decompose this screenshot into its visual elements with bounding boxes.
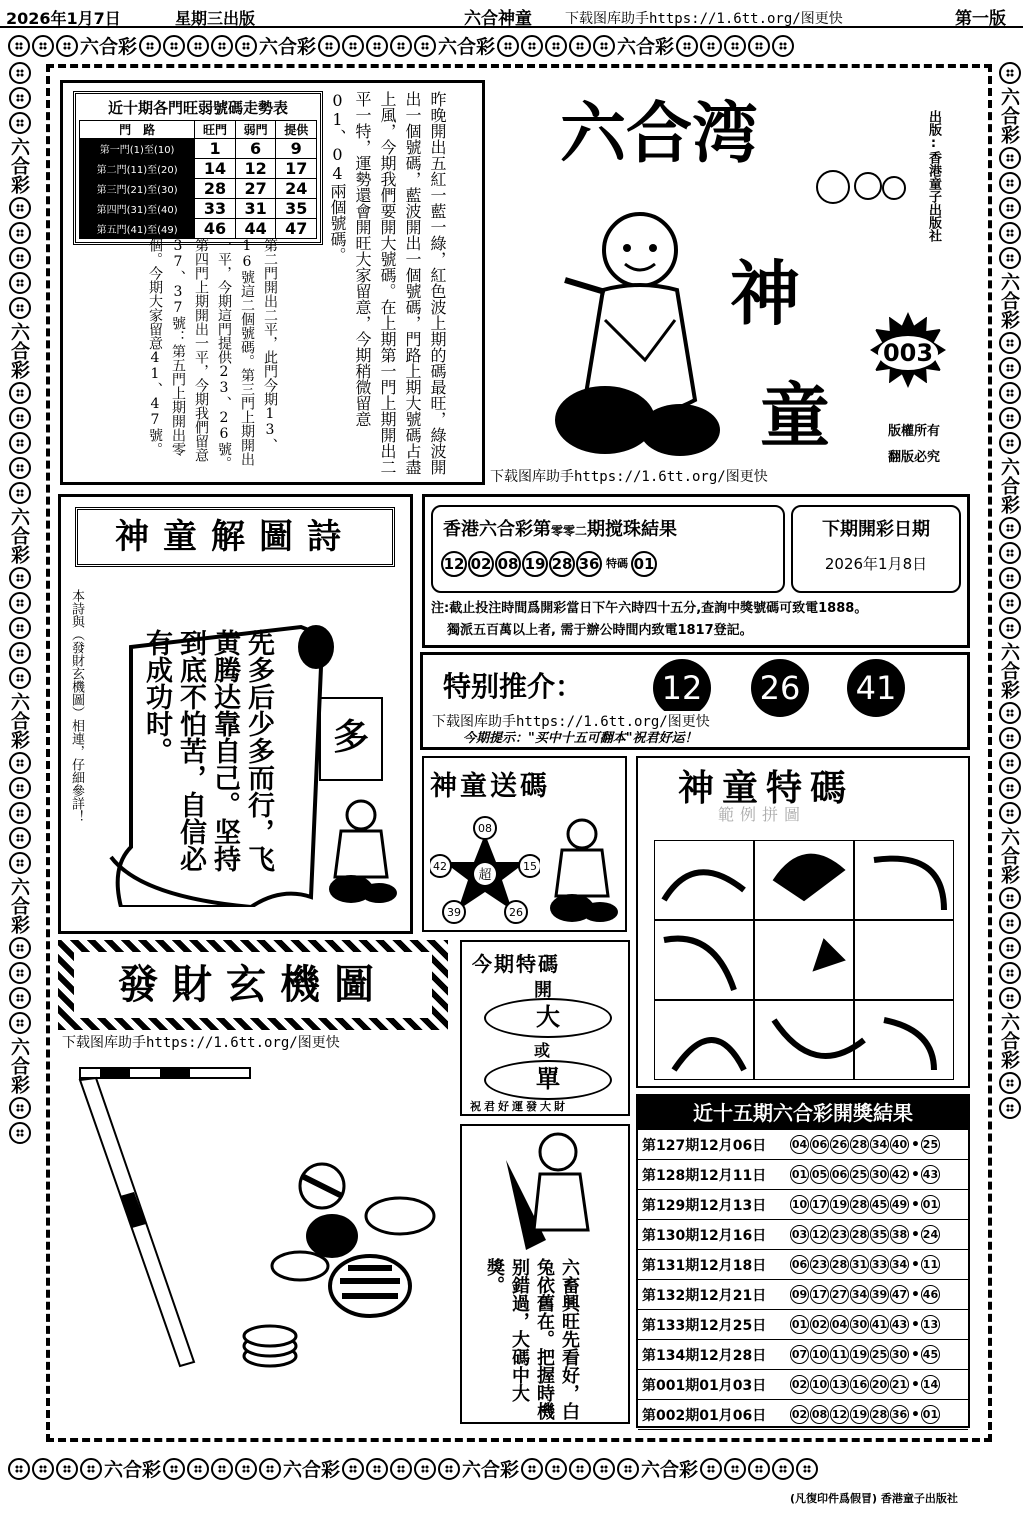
result-ball: 34 (890, 1255, 909, 1274)
result-ball: 28 (870, 1405, 889, 1424)
bee-illustration (272, 1164, 434, 1316)
dice-icon (187, 35, 209, 57)
result-ball: 47 (890, 1285, 909, 1304)
dice-icon (569, 35, 591, 57)
result-title: 香港六合彩第零零二期搅珠結果 (443, 519, 678, 540)
table-row (638, 1130, 968, 1160)
bottom-border (8, 1455, 818, 1482)
result-ball: 28 (850, 1135, 869, 1154)
dice-icon (545, 1458, 567, 1480)
result-ball: 02 (810, 1315, 829, 1334)
this-issue-or: 或 (534, 1041, 551, 1060)
result-ball: 35 (870, 1225, 889, 1244)
footer-note: (凡復印件爲假冒) 香港童子出版社 (790, 1492, 958, 1505)
puzzle-grid (654, 840, 954, 1080)
send-number: 15 (523, 860, 537, 873)
result-ball: 28 (850, 1225, 869, 1244)
dice-icon (259, 1458, 281, 1480)
result-ball: 10 (790, 1195, 809, 1214)
draw-label: 第002期01月06日 (642, 1407, 767, 1424)
dice-icon (748, 35, 770, 57)
draw-label: 第130期12月16日 (642, 1227, 767, 1244)
separator-dot: • (911, 1346, 920, 1363)
header-paper-name: 六合神童 (464, 9, 532, 29)
border-label: 六合彩 (462, 1459, 520, 1481)
result-ball: 06 (810, 1135, 829, 1154)
dice-icon (163, 1458, 185, 1480)
result-ball: 23 (830, 1225, 849, 1244)
dice-icon (366, 1458, 388, 1480)
result-ball: 19 (850, 1345, 869, 1364)
dice-icon (438, 1458, 460, 1480)
result-ball: 49 (890, 1195, 909, 1214)
watermark: 下载图库助手https://1.6tt.org/图更快 (565, 11, 843, 27)
table-row (638, 1400, 968, 1430)
result-ball: 30 (870, 1165, 889, 1184)
boy-illustration (496, 1130, 606, 1256)
dice-icon (318, 35, 340, 57)
result-ball: 19 (850, 1405, 869, 1424)
bubble (854, 172, 882, 200)
rights-1: 版權所有 (888, 424, 941, 439)
boy-illustration (321, 797, 401, 907)
special-code-box (636, 756, 970, 1088)
special-ball: 45 (921, 1345, 940, 1364)
dice-icon (187, 1458, 209, 1480)
left-border: 六合彩 六合彩 六合彩 六合彩 六合彩 六合彩 (6, 62, 33, 1144)
dice-icon (796, 1458, 818, 1480)
dice-icon (32, 1458, 54, 1480)
verse-box (460, 1124, 630, 1424)
this-issue-foot: 祝君好運發大財 (470, 1100, 568, 1113)
separator-dot: • (911, 1256, 920, 1273)
recommend-ball: 26 (751, 659, 809, 717)
coin-stack-icon (244, 1326, 296, 1366)
dice-icon (521, 1458, 543, 1480)
separator-dot: • (911, 1226, 920, 1243)
dice-icon (8, 1458, 30, 1480)
table-row (638, 1220, 968, 1250)
dice-icon (342, 35, 364, 57)
table-row: 第四門(31)至(40) 33 31 35 (80, 199, 317, 219)
result-ball: 27 (830, 1285, 849, 1304)
dice-icon (676, 35, 698, 57)
recommend-tip: 今期提示："买中十五可翻本"祝君好运！ (463, 731, 698, 746)
watermark: 下载图库助手https://1.6tt.org/图更快 (432, 711, 710, 731)
send-box (422, 756, 627, 932)
result-ball: 45 (870, 1195, 889, 1214)
result-ball: 40 (890, 1135, 909, 1154)
dice-icon (748, 1458, 770, 1480)
rights-2: 翻版必究 (888, 450, 941, 465)
dice-icon (724, 35, 746, 57)
special-ball: 14 (921, 1375, 940, 1394)
result-ball: 16 (850, 1375, 869, 1394)
dice-icon (211, 35, 233, 57)
top-border (8, 32, 794, 59)
poem-lines: 先多后少多而行，飞黄腾达靠自己。坚持到底不怕苦，自信必有成功时。 (141, 629, 274, 872)
dice-icon (366, 35, 388, 57)
table-row (638, 1250, 968, 1280)
dice-icon (414, 35, 436, 57)
draw-label: 第128期12月11日 (642, 1167, 767, 1184)
analysis-box (60, 80, 485, 485)
special-label: 特碼 (606, 557, 628, 570)
recent-results-box (636, 1094, 970, 1428)
recommend-ball: 41 (847, 659, 905, 717)
draw-label: 第133期12月25日 (642, 1317, 767, 1334)
result-ball: 31 (850, 1255, 869, 1274)
result-ball: 01 (790, 1315, 809, 1334)
table-row: 第一門(1)至(10) 1 6 9 (80, 139, 317, 159)
dice-icon (700, 1458, 722, 1480)
border-label: 六合彩 (438, 36, 496, 58)
result-ball: 21 (890, 1375, 909, 1394)
dice-icon (342, 1458, 364, 1480)
special-ball: 13 (921, 1315, 940, 1334)
result-ball: 23 (810, 1255, 829, 1274)
border-label: 六合彩 (283, 1459, 341, 1481)
result-ball: 05 (810, 1165, 829, 1184)
separator-dot: • (911, 1406, 920, 1423)
result-balls (441, 551, 658, 577)
publisher: 出版:香港童子出版社 (926, 110, 941, 242)
table-row: 第三門(21)至(30) 28 27 24 (80, 179, 317, 199)
separator-dot: • (911, 1166, 920, 1183)
dice-icon (390, 35, 412, 57)
result-ball: 13 (830, 1375, 849, 1394)
table-row (638, 1340, 968, 1370)
border-label: 六合彩 (104, 1459, 162, 1481)
border-label: 六合彩 (80, 36, 138, 58)
send-number: 42 (433, 860, 447, 873)
this-issue-box (460, 940, 630, 1116)
table-row (638, 1310, 968, 1340)
dice-icon (593, 1458, 615, 1480)
result-ball: 41 (870, 1315, 889, 1334)
ball: 28 (549, 551, 575, 577)
recommend-ball: 12 (653, 659, 711, 717)
dice-icon (772, 1458, 794, 1480)
special-ball: 24 (921, 1225, 940, 1244)
ball: 08 (495, 551, 521, 577)
dice-icon (56, 35, 78, 57)
ball: 36 (576, 551, 602, 577)
result-ball: 43 (890, 1315, 909, 1334)
result-ball: 12 (810, 1225, 829, 1244)
dice-icon (545, 35, 567, 57)
special-code-subtitle: 範例拼圖 (718, 805, 807, 824)
result-ball: 34 (850, 1285, 869, 1304)
send-number: 08 (478, 822, 492, 835)
result-ball: 36 (890, 1405, 909, 1424)
next-draw-panel (791, 505, 961, 593)
masthead-title: 六合湾 (560, 94, 758, 172)
result-ball: 09 (790, 1285, 809, 1304)
draw-label: 第131期12月18日 (642, 1257, 767, 1274)
result-ball: 33 (870, 1255, 889, 1274)
border-label: 六合彩 (641, 1459, 699, 1481)
result-ball: 10 (810, 1345, 829, 1364)
border-label: 六合彩 (259, 36, 317, 58)
dice-icon (569, 1458, 591, 1480)
result-ball: 17 (810, 1195, 829, 1214)
send-center: 超 (478, 868, 492, 883)
draw-label: 第129期12月13日 (642, 1197, 767, 1214)
result-ball: 04 (830, 1315, 849, 1334)
result-ball: 06 (790, 1255, 809, 1274)
special-ball: 11 (921, 1255, 940, 1274)
this-issue-title: 今期特碼 (472, 952, 560, 976)
analysis-text-1: 昨晚開出五紅一藍一綠，紅色波上期的碼最旺，綠波開出一個號碼，藍波開出一個號碼，門路上期大號碼占盡上風，今期我們要開大號碼。在上期第一門上期開出二平一特，運勢還會開旺大家留意，今期稍微留意01、04兩個號碼。 (328, 91, 447, 475)
result-ball: 01 (790, 1165, 809, 1184)
star-diagram (430, 816, 540, 926)
poem-note: 本詩與（發財玄機圖）相連，仔細參詳！ (69, 589, 84, 823)
dice-icon (80, 1458, 102, 1480)
table-row (638, 1160, 968, 1190)
dice-icon (617, 1458, 639, 1480)
result-ball: 20 (870, 1375, 889, 1394)
trend-header: 弱門 (235, 121, 276, 139)
this-issue-single: 單 (484, 1060, 612, 1100)
trend-header: 提供 (276, 121, 317, 139)
special-ball: 01 (631, 551, 657, 577)
result-ball: 30 (850, 1315, 869, 1334)
result-ball: 38 (890, 1225, 909, 1244)
separator-dot: • (911, 1316, 920, 1333)
ball: 19 (522, 551, 548, 577)
special-ball: 01 (921, 1405, 940, 1424)
result-ball: 28 (830, 1255, 849, 1274)
dice-icon (139, 35, 161, 57)
dice-icon (163, 35, 185, 57)
this-issue-kai: 開 (534, 980, 552, 1001)
result-ball: 28 (850, 1195, 869, 1214)
result-ball: 25 (850, 1165, 869, 1184)
page-number: 第一版 (955, 9, 1006, 29)
header-date: 2026年1月7日 (6, 9, 121, 28)
masthead-tong: 童 (760, 374, 830, 457)
recent-rows (638, 1130, 968, 1430)
poem-title: 神童解圖詩 (75, 507, 395, 567)
dice-icon (772, 35, 794, 57)
special-ball: 43 (921, 1165, 940, 1184)
separator-dot: • (911, 1376, 920, 1393)
send-number: 26 (509, 906, 523, 919)
border-label: 六合彩 (617, 36, 675, 58)
result-note-1: 注:截止投注時間爲開彩當日下午六時四十五分,查詢中獎號碼可致電1888。 (431, 601, 868, 616)
result-ball: 11 (830, 1345, 849, 1364)
send-title: 神童送碼 (430, 771, 550, 802)
watermark: 下载图库助手https://1.6tt.org/图更快 (62, 1035, 340, 1051)
dice-icon (8, 35, 30, 57)
trend-table-wrap (73, 91, 323, 245)
result-ball: 10 (810, 1375, 829, 1394)
table-row (638, 1370, 968, 1400)
special-ball: 01 (921, 1195, 940, 1214)
poem-box (58, 494, 413, 934)
result-ball: 02 (790, 1405, 809, 1424)
trend-table (79, 120, 317, 239)
result-ball: 07 (790, 1345, 809, 1364)
result-ball: 34 (870, 1135, 889, 1154)
this-issue-big: 大 (484, 998, 612, 1038)
result-ball: 30 (890, 1345, 909, 1364)
fortune-drawing (70, 1056, 450, 1416)
result-ball: 06 (830, 1165, 849, 1184)
dice-icon (724, 1458, 746, 1480)
result-ball: 08 (810, 1405, 829, 1424)
ball: 12 (441, 551, 467, 577)
issue-number: 003 (878, 336, 938, 370)
dice-icon (700, 35, 722, 57)
dice-icon (414, 1458, 436, 1480)
result-box (422, 494, 970, 648)
dice-icon (56, 1458, 78, 1480)
next-title: 下期開彩日期 (822, 519, 930, 540)
result-ball: 02 (790, 1375, 809, 1394)
fortune-frame (58, 940, 448, 1030)
verse-lines: 六畜興旺先看好，白兔依舊在。把握時機别錯過，大碼中大獎。 (484, 1258, 580, 1420)
table-row: 第二門(11)至(20) 14 12 17 (80, 159, 317, 179)
separator-dot: • (911, 1196, 920, 1213)
fortune-title: 發財玄機圖 (74, 952, 432, 1018)
special-ball: 46 (921, 1285, 940, 1304)
separator-dot: • (911, 1136, 920, 1153)
dice-icon (235, 35, 257, 57)
recommend-box (420, 652, 970, 750)
result-ball: 42 (890, 1165, 909, 1184)
result-ball: 25 (870, 1345, 889, 1364)
next-date: 2026年1月8日 (824, 555, 928, 573)
separator-dot: • (911, 1286, 920, 1303)
masthead-shen: 神 (730, 252, 800, 335)
boy-illustration (545, 200, 725, 460)
header-weekday: 星期三出版 (175, 9, 256, 28)
dice-icon (32, 35, 54, 57)
special-ball: 25 (921, 1135, 940, 1154)
dice-icon (521, 35, 543, 57)
dice-icon (390, 1458, 412, 1480)
bubble (882, 176, 906, 200)
result-ball: 04 (790, 1135, 809, 1154)
result-ball: 12 (830, 1405, 849, 1424)
result-ball: 19 (830, 1195, 849, 1214)
result-ball: 03 (790, 1225, 809, 1244)
recommend-title: 特别推介： (443, 670, 584, 703)
header-rule (0, 26, 1023, 28)
dice-icon (235, 1458, 257, 1480)
dice-icon (593, 35, 615, 57)
recent-title: 近十五期六合彩開獎結果 (638, 1096, 968, 1130)
draw-label: 第127期12月06日 (642, 1137, 767, 1154)
trend-header: 門 路 (80, 121, 195, 139)
dice-icon (211, 1458, 233, 1480)
boy-illustration (542, 816, 622, 926)
draw-label: 第134期12月28日 (642, 1347, 767, 1364)
special-code-title: 神童特碼 (678, 767, 855, 809)
bubble (816, 170, 850, 204)
trend-title: 近十期各門旺弱號碼走勢表 (107, 99, 288, 117)
result-note-2: 獨派五百萬以上者, 需于辦公時間内致電1817登記。 (447, 623, 753, 638)
send-number: 39 (447, 906, 461, 919)
result-ball: 17 (810, 1285, 829, 1304)
table-row (638, 1190, 968, 1220)
scroll-word: 多 (319, 697, 383, 781)
dice-icon (497, 35, 519, 57)
result-panel (431, 505, 785, 593)
draw-label: 第001期01月03日 (642, 1377, 767, 1394)
table-row (638, 1280, 968, 1310)
result-ball: 39 (870, 1285, 889, 1304)
right-border: 六合彩 六合彩 六合彩 六合彩 六合彩 六合彩 (996, 62, 1023, 1119)
draw-label: 第132期12月21日 (642, 1287, 767, 1304)
analysis-text-2: 第二門開出二平，此門今期13、16號這二個號碼。第三門上期開出一平，今期這門提供23、26號。第四門上期開出一平，今期我們留意37、37號：第五門上期開出零個。今期大家留意41、47號。 (147, 238, 278, 470)
ball: 02 (468, 551, 494, 577)
result-ball: 26 (830, 1135, 849, 1154)
watermark: 下载图库助手https://1.6tt.org/图更快 (490, 469, 768, 485)
trend-header: 旺門 (195, 121, 236, 139)
table-row: 第五門(41)至(49) 46 44 47 (80, 219, 317, 239)
